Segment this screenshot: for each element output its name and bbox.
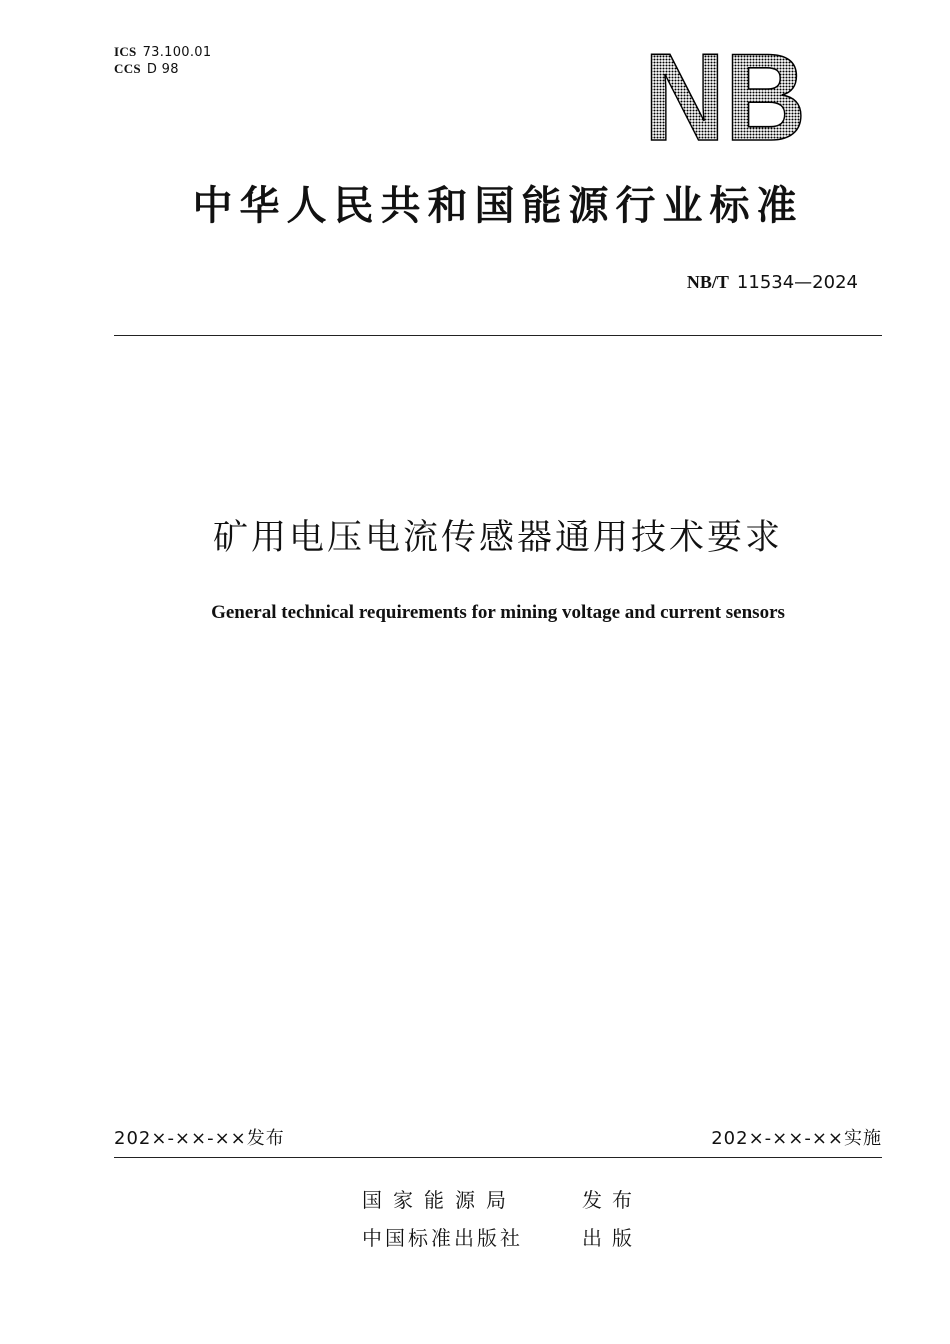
standard-prefix: NB/T: [686, 272, 729, 292]
ccs-code: [114, 61, 179, 78]
nb-logo-text: NB: [644, 46, 806, 144]
ics-label: ICS: [114, 44, 137, 59]
publish-date: 202×-××-××发布: [114, 1128, 285, 1149]
document-title-cn: 矿用电压电流传感器通用技术要求: [212, 518, 783, 558]
ccs-label: CCS: [114, 61, 141, 76]
ics-code: [114, 44, 211, 61]
ics-value: 73.100.01: [142, 45, 212, 60]
document-title-en: General technical requirements for mining voltage and current sensors: [211, 602, 785, 623]
issuer-role: 发布: [582, 1188, 642, 1212]
page-title: 中华人民共和国能源行业标准: [192, 183, 804, 229]
bottom-divider: [114, 1157, 882, 1158]
standard-code: 11534—2024: [736, 272, 858, 293]
nb-logo: [644, 46, 808, 144]
standard-number: [687, 270, 858, 295]
effective-date: 202×-××-××实施: [711, 1128, 882, 1149]
publisher-role: 出版: [582, 1226, 642, 1250]
ccs-value: D 98: [146, 62, 179, 77]
top-divider: [114, 335, 882, 336]
issuer-organization: 国家能源局: [362, 1188, 517, 1212]
publisher-organization: 中国标准出版社: [362, 1226, 523, 1250]
